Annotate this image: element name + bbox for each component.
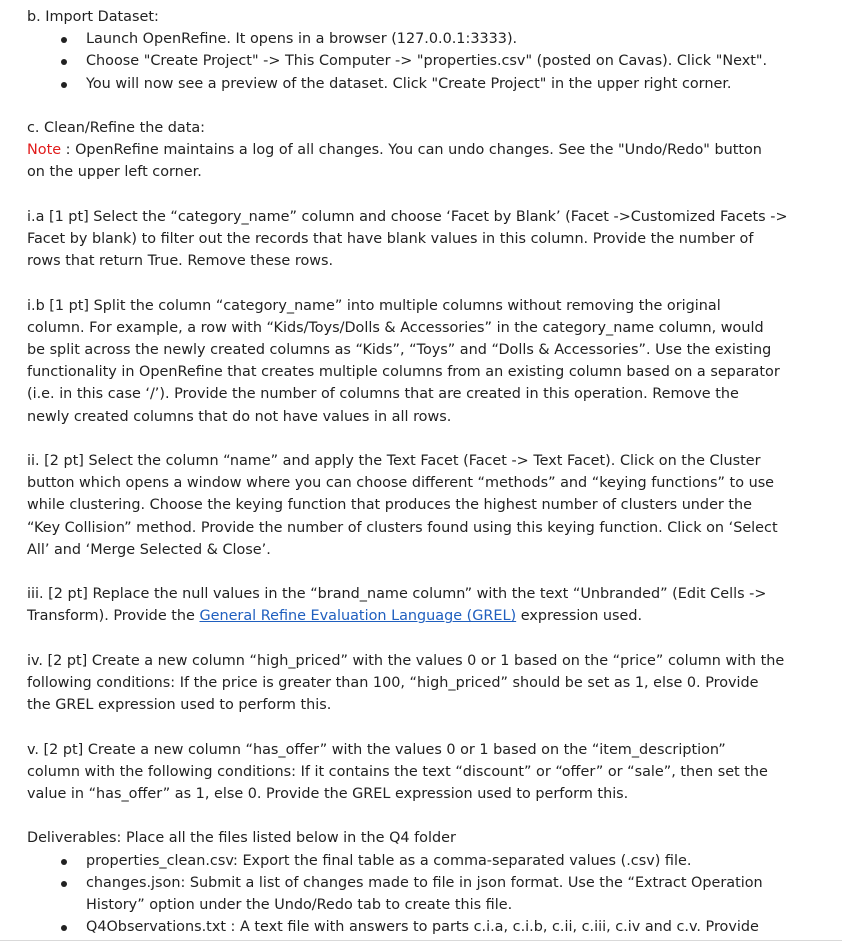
- bullet-icon: [61, 881, 67, 887]
- grel-link[interactable]: General Refine Evaluation Language (GREL): [199, 608, 517, 625]
- deliverables-heading: Deliverables: Place all the files listed below in the Q4 folder: [27, 830, 456, 847]
- bullet-icon: [61, 59, 67, 65]
- bullet-icon: [61, 925, 67, 931]
- clean-heading: c. Clean/Refine the data:: [27, 120, 206, 136]
- deliverables-list: [27, 850, 842, 894]
- question-v: v. [2 pt] Create a new column “has_offer” with the values 0 or 1 based on the “item_description” column with the following conditions: If it contains the text “discount” or “offer” or “sale”, then set the value in “has_offer” as 1, else 0. Provide the GREL expression used to perform this.: [27, 741, 768, 802]
- note-paragraph-cont: on the upper left corner.: [27, 164, 202, 181]
- bullet-icon: [61, 859, 67, 865]
- note-paragraph: Note : OpenRefine maintains a log of all changes. You can undo changes. See the "Undo/Redo" button: [27, 142, 762, 159]
- deliverables-list-cont: [27, 916, 842, 938]
- list-item: Choose "Create Project" -> This Computer -> "properties.csv" (posted on Cavas). Click "Next".: [27, 50, 842, 72]
- list-item-continuation: History” option under the Undo/Redo tab to create this file.: [86, 897, 513, 913]
- list-item: Q4Observations.txt : A text file with answers to parts c.i.a, c.i.b, c.ii, c.iii, c.iv and c.v. Provide: [27, 916, 842, 938]
- import-steps-list: [27, 28, 842, 95]
- question-ib: i.b [1 pt] Split the column “category_name” into multiple columns without removing the original column. For example, a row with “Kids/Toys/Dolls & Accessories” in the category_name column, would be split across the newly created columns as “Kids”, “Toys” and “Dolls & Accessories”. Use the existing functionality in OpenRefine that creates multiple columns from an existing column based on a separator (i.e. in this case ‘/’). Provide the number of columns that are created in this operation. Remove the newly created columns that do not have values in all rows.: [27, 297, 780, 425]
- list-item: properties_clean.csv: Export the final table as a comma-separated values (.csv) file.: [27, 850, 842, 872]
- bullet-icon: [61, 37, 67, 43]
- question-ia: i.a [1 pt] Select the “category_name” column and choose ‘Facet by Blank’ (Facet ->Customized Facets -> Facet by blank) to filter out the records that have blank values in this column. Provide the number of rows that return True. Remove these rows.: [27, 208, 788, 270]
- list-item: Launch OpenRefine. It opens in a browser (127.0.0.1:3333).: [27, 28, 842, 50]
- page-bottom-divider: [0, 940, 842, 941]
- note-label: Note: [27, 142, 62, 159]
- import-heading: b. Import Dataset:: [27, 9, 159, 25]
- list-item: changes.json: Submit a list of changes made to file in json format. Use the “Extract Operation: [27, 872, 842, 894]
- question-iv: iv. [2 pt] Create a new column “high_priced” with the values 0 or 1 based on the “price” column with the following conditions: If the price is greater than 100, “high_priced” should be set as 1, else 0. Provide the GREL expression used to perform this.: [27, 652, 785, 714]
- question-ii: ii. [2 pt] Select the column “name” and apply the Text Facet (Facet -> Text Facet). Click on the Cluster button which opens a window where you can choose different “methods” and “keying functions” to use while clustering. Choose the keying function that produces the highest number of clusters under the “Key Collision” method. Provide the number of clusters found using this keying function. Click on ‘Select All’ and ‘Merge Selected & Close’.: [27, 453, 778, 558]
- list-item: You will now see a preview of the dataset. Click "Create Project" in the upper right corner.: [27, 73, 842, 95]
- bullet-icon: [61, 82, 67, 88]
- question-iii: iii. [2 pt] Replace the null values in the “brand_name column” with the text “Unbranded” (Edit Cells -> Transform). Provide the General Refine Evaluation Language (GREL) expression used.: [27, 586, 767, 625]
